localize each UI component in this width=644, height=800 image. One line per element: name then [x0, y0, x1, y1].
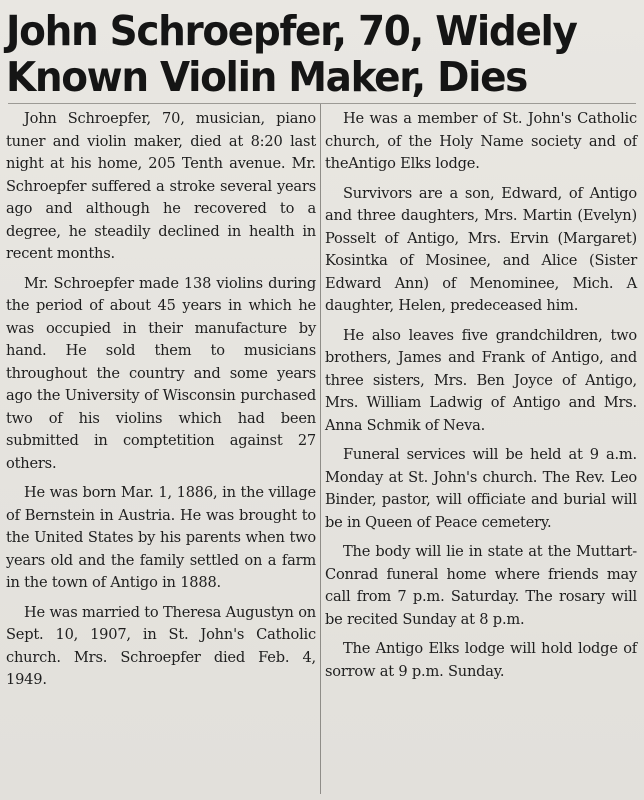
- paragraph: He was married to Theresa Augustyn on Sept. 10, 1907, in St. John's Catholic church. Mrs. Schroepfer died Feb. 4, 1949.: [6, 603, 316, 688]
- paragraph: Funeral services will be held at 9 a.m. Monday at St. John's church. The Rev. Leo Binder, pastor, will officiate and burial will be in Queen of Peace cemetery.: [325, 446, 637, 531]
- column-divider: [320, 104, 321, 794]
- right-column: [325, 108, 637, 690]
- paragraph: He was a member of St. John's Catholic church, of the Holy Name society and of theAntigo Elks lodge.: [325, 110, 637, 172]
- paragraph: The Antigo Elks lodge will hold lodge of sorrow at 9 p.m. Sunday.: [325, 640, 637, 680]
- paragraph: John Schroepfer, 70, musician, piano tuner and violin maker, died at 8:20 last night at his home, 205 Tenth avenue. Mr. Schroepfer suffered a stroke several years ago and although he recovered to a degree, he steadily declined in health in recent months.: [6, 110, 316, 262]
- paragraph: Survivors are a son, Edward, of Antigo and three daughters, Mrs. Martin (Evelyn) Posselt of Antigo, Mrs. Ervin (Margaret) Kosintka of Mosinee, and Alice (Sister Edward Ann) of Menominee, Mich. A daughter, Helen, predeceased him.: [325, 184, 637, 314]
- headline: [6, 8, 606, 100]
- paragraph: He also leaves five grandchildren, two brothers, James and Frank of Antigo, and three sisters, Mrs. Ben Joyce of Antigo, Mrs. William Ladwig of Antigo and Mrs. Anna Schmik of Neva.: [325, 326, 637, 434]
- headline-line-2: Known Violin Maker, Dies: [6, 53, 528, 101]
- headline-line-1: John Schroepfer, 70, Widely: [6, 7, 577, 55]
- paragraph: The body will lie in state at the Muttart-Conrad funeral home where friends may call from 7 p.m. Saturday. The rosary will be recited Sunday at 8 p.m.: [325, 543, 637, 628]
- paragraph: He was born Mar. 1, 1886, in the village of Bernstein in Austria. He was brought to the United States by his parents when two years old and the family settled on a farm in the town of Antigo in 1888.: [6, 484, 316, 591]
- left-column: [6, 108, 316, 699]
- headline-rule: [8, 103, 636, 104]
- paragraph: Mr. Schroepfer made 138 violins during the period of about 45 years in which he was occupied in their manufacture by hand. He sold them to musicians throughout the country and some years ago the University of Wisconsin purchased two of his violins which had been submitted in comptetition against 27 others.: [6, 274, 316, 472]
